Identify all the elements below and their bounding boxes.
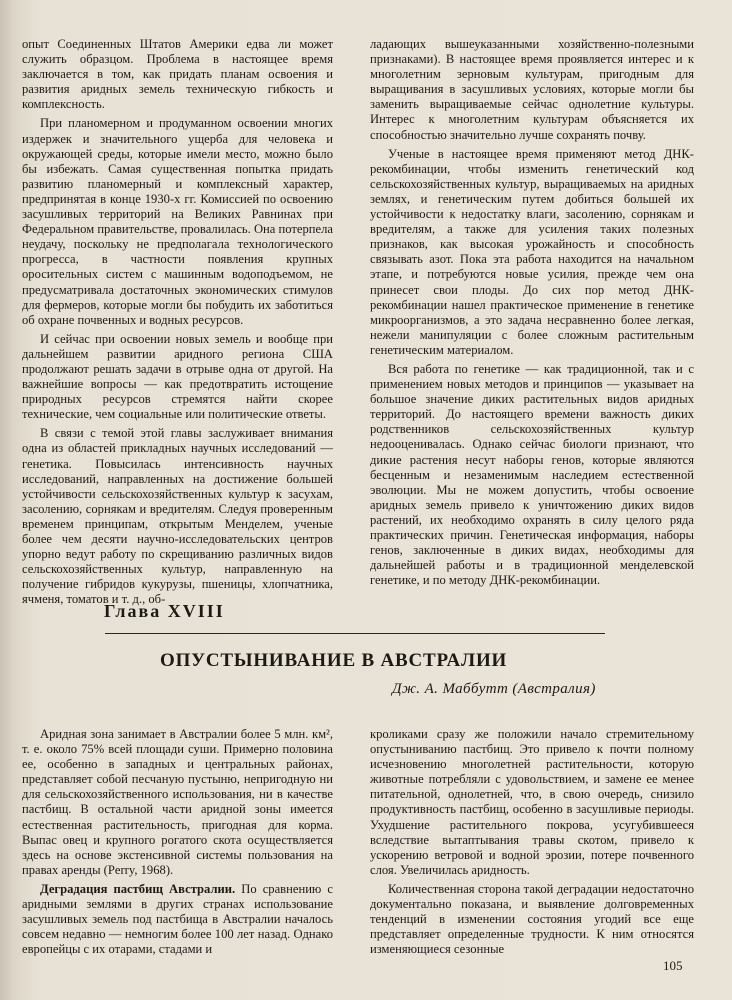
- paragraph-text: По сравнению с аридными землями в других странах использование засушливых земель под пастбища в Австралии началось совсем недавно — немногим более 100 лет назад. Однако европейцы с их отарами, стадами и: [22, 881, 333, 957]
- paragraph: Ученые в настоящее время применяют метод ДНК-рекомбинации, чтобы изменить генетический код сельскохозяйственных культур, выращиваемых на аридных землях, и генетическим путем добиться большей их устойчивости к недостатку влаги, засолению, сорнякам и вредителям, а также для усиления таких полезных признаков, как высокая урожайность и способность связывать азот. Пока эта работа находится на начальном этапе, и потребуются новые усилия, прежде чем она принесет свои плоды. До сих пор метод ДНК-рекомбинации нашел практическое применение в генетике микроорганизмов, а это задача несравненно более легкая, нежели манипуляции с более сложным растительным генетическим материалом.: [370, 146, 694, 357]
- paragraph: И сейчас при освоении новых земель и вообще при дальнейшем развитии аридного региона США продолжают решать задачи в отрыве одна от другой. На важнейшие вопросы — как предотвратить истощение природных ресурсов стремятся найти скорее технические, чем социальные или политические ответы.: [22, 331, 333, 422]
- paragraph: В связи с темой этой главы заслуживает внимания одна из областей прикладных научных исследований — генетика. Повысилась интенсивность научных исследований, направленных на достижение большей устойчивости сельскохозяйственных культур к засухам, засолению, сорнякам и вредителям. Следуя проверенным временем принципам, открытым Менделем, ученые более чем десяти научно-исследовательских центров упорно ведут работу по скрещиванию различных видов сельскохозяйственных культур, направленную на получение гибридов кукурузы, пшеницы, хлопчатника, ячменя, томатов и т. д., об-: [22, 426, 333, 607]
- text-column-right-top: [370, 37, 694, 588]
- chapter-divider: [105, 633, 605, 634]
- paragraph: Вся работа по генетике — как традиционной, так и с применением новых методов и принципов — указывает на большое значение диких растительных видов аридных территорий. До настоящего времени важность диких родственников сельскохозяйственных культур недооценивалась. Однако сейчас биологи признают, что дикие растения несут наборы генов, которые являются бесценным и незаменимым наследием естественной эволюции. Мы не можем допустить, чтобы освоение аридных земель привело к уничтожению диких видов растений, их необходимо охранять в силу целого ряда практических причин. Генетическая информация, наборы генов, заключенные в диких видах, необходимы для дальнейшей работы и в традиционной менделевской генетике, и по методу ДНК-рекомбинации.: [370, 361, 694, 588]
- paragraph: ладающих вышеуказанными хозяйственно-полезными признаками). В настоящее время проявляется интерес и к многолетним зерновым культурам, пригодным для выращивания в засушливых условиях, которые могли бы заменить выращиваемые сейчас однолетние культуры. Интерес к многолетним культурам объясняется их способностью значительно лучше сохранять почву.: [370, 37, 694, 142]
- paragraph: кроликами сразу же положили начало стремительному опустыниванию пастбищ. Это привело к почти полному исчезновению многолетней растительности, которую животные потребляли с удовольствием, и замене ее менее питательной, однолетней, что, в свою очередь, снизило продуктивность пастбищ, особенно в засушливые периоды. Ухудшение растительного покрова, усугубившееся вследствие вытаптывания травы скотом, привело к ускорению ветровой и водной эрозии, потере почвенного слоя. Увеличилась аридность.: [370, 727, 694, 877]
- text-column-right-bottom: [370, 727, 694, 957]
- chapter-author: Дж. А. Маббутт (Австралия): [392, 681, 596, 697]
- chapter-label: Глава XVIII: [104, 601, 225, 621]
- page-number: 105: [663, 958, 683, 973]
- chapter-title: ОПУСТЫНИВАНИЕ В АВСТРАЛИИ: [160, 650, 508, 671]
- text-column-left-top: [22, 37, 333, 607]
- paragraph: опыт Соединенных Штатов Америки едва ли может служить образцом. Проблема в настоящее время заключается в том, как придать планам освоения и развития аридных земель техническую гибкость и комплексность.: [22, 37, 333, 112]
- paragraph: При планомерном и продуманном освоении многих издержек и значительного ущерба для человека и окружающей среды, которые имели место, можно было бы избежать. Самая существенная попытка придать развитию планомерный и комплексный характер, предпринятая в конце 1930-х гг. Комиссией по освоению засушливых территорий на Великих Равнинах при Федеральном правительстве, провалилась. Она потерпела неудачу, поскольку не предполагала технологического прогресса, в частности появления крупных оросительных систем с машинным водоподъемом, не предусматривала достаточных экономических стимулов для фермеров, которые могли бы побудить их заботиться об охране почвенных и водных ресурсов.: [22, 116, 333, 327]
- paragraph: [22, 882, 333, 957]
- paragraph: Аридная зона занимает в Австралии более 5 млн. км², т. е. около 75% всей площади суши. Примерно половина ее, особенно в западных и центральных районах, представляет собой песчаную пустыню, непригодную ни для сельскохозяйственного использования, ни в качестве пастбищ. В остальной части аридной зоны имеется естественная растительность, пригодная для корма. Выпас овец и крупного рогатого скота осуществляется здесь на основе экстенсивной системы пользования на правах аренды (Perry, 1968).: [22, 727, 333, 877]
- text-column-left-bottom: [22, 727, 333, 957]
- paragraph: Количественная сторона такой деградации недостаточно документально показана, и выявление долговременных тенденций в изменении состояния угодий все еще представляет определенные трудности. К ним относятся изменяющиеся сезонные: [370, 881, 694, 957]
- section-heading: Деградация пастбищ Австралии.: [40, 881, 236, 896]
